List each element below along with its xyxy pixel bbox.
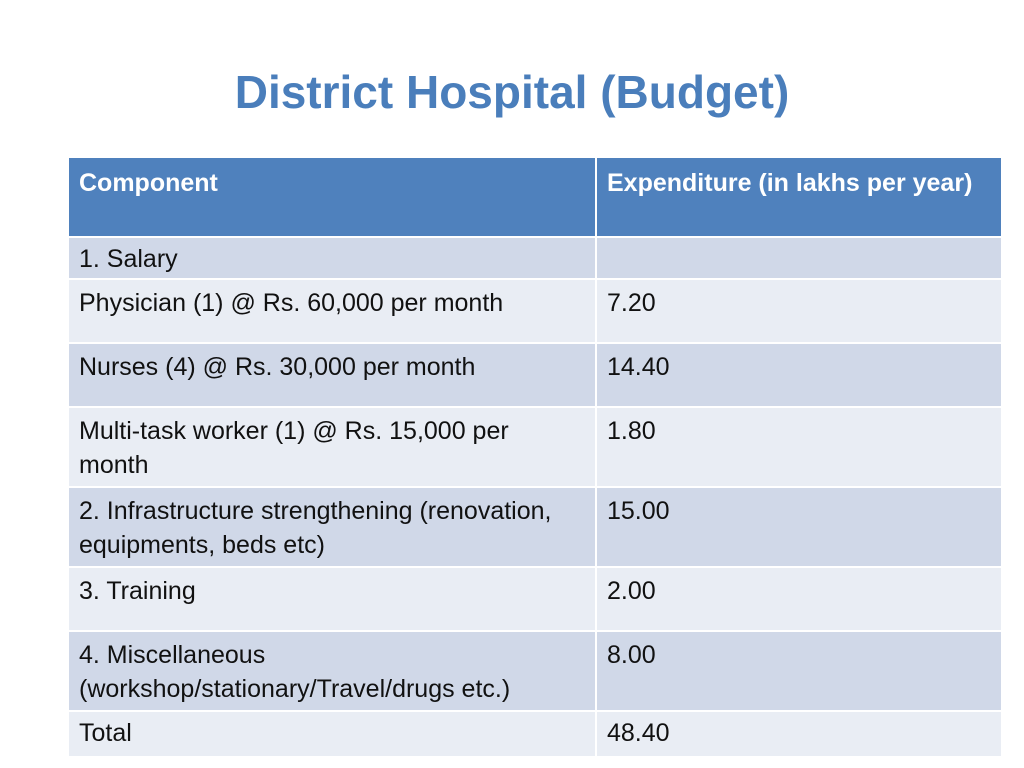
cell-component: 2. Infrastructure strengthening (renovation, equipments, beds etc) [68,487,596,567]
cell-component: Physician (1) @ Rs. 60,000 per month [68,279,596,343]
table-row-total [68,711,1002,757]
cell-expenditure: 48.40 [596,711,1002,757]
cell-expenditure: 1.80 [596,407,1002,487]
table-row [68,279,1002,343]
table-row [68,237,1002,279]
cell-expenditure: 8.00 [596,631,1002,711]
budget-table [67,156,1003,758]
cell-expenditure: 15.00 [596,487,1002,567]
cell-component: 3. Training [68,567,596,631]
table-header-row [68,157,1002,237]
cell-component: Total [68,711,596,757]
table-row [68,567,1002,631]
table-row [68,487,1002,567]
cell-expenditure: 2.00 [596,567,1002,631]
table-row [68,407,1002,487]
cell-component: 1. Salary [68,237,596,279]
table-row [68,631,1002,711]
cell-component: Nurses (4) @ Rs. 30,000 per month [68,343,596,407]
cell-expenditure [596,237,1002,279]
cell-expenditure: 14.40 [596,343,1002,407]
cell-component: 4. Miscellaneous (workshop/stationary/Travel/drugs etc.) [68,631,596,711]
header-component: Component [68,157,596,237]
cell-component: Multi-task worker (1) @ Rs. 15,000 per month [68,407,596,487]
header-expenditure: Expenditure (in lakhs per year) [596,157,1002,237]
slide-title: District Hospital (Budget) [234,66,790,118]
table-row [68,343,1002,407]
cell-expenditure: 7.20 [596,279,1002,343]
